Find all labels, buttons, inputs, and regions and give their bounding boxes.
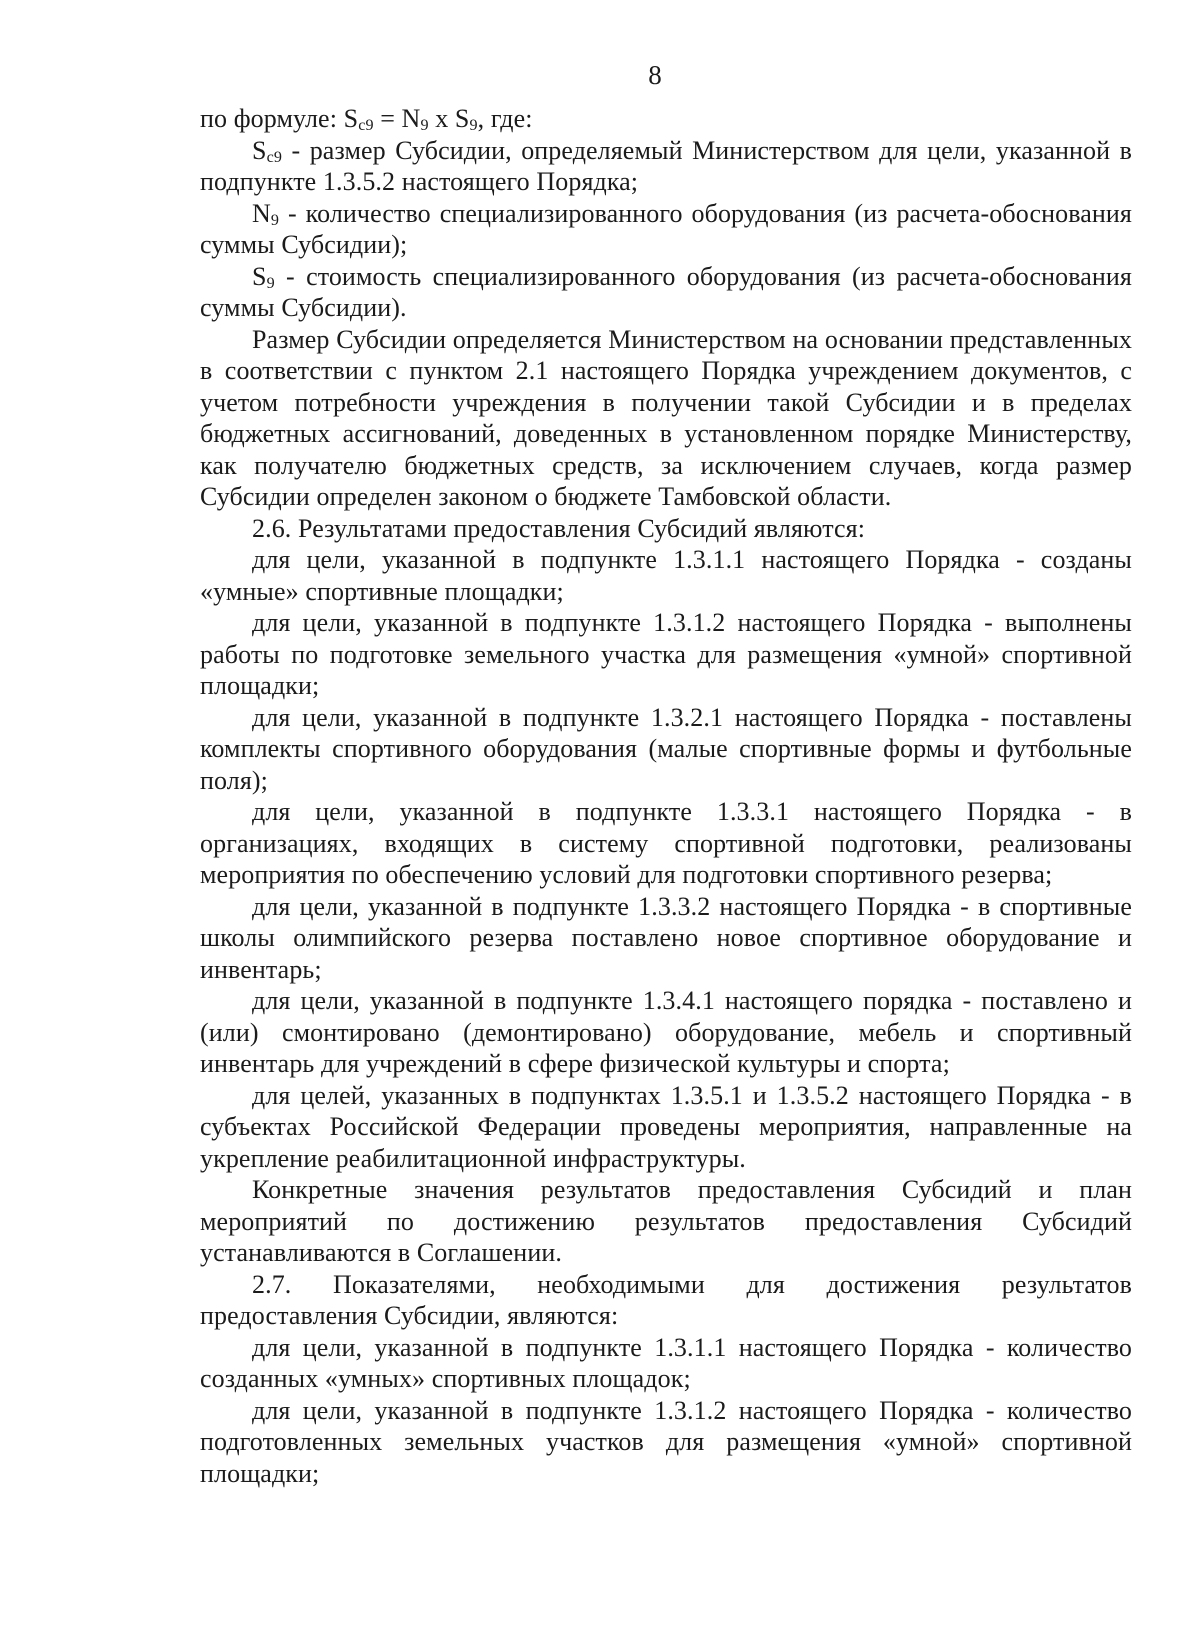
indicator-item: для цели, указанной в подпункте 1.3.1.2 настоящего Порядка - количество подготовленных земельных участков для размещения «умной» спортивной площадки; <box>200 1395 1132 1488</box>
formula-subscript: 9 <box>469 117 478 135</box>
formula-line <box>200 103 1132 135</box>
result-item: для цели, указанной в подпункте 1.3.1.2 настоящего Порядка - выполнены работы по подготовке земельного участка для размещения «умной» спортивной площадки; <box>200 608 1132 700</box>
definition-text: - стоимость специализированного оборудования (из расчета-обоснования суммы Субсидии). <box>200 261 1132 322</box>
section-2-7-heading: 2.7. Показателями, необходимыми для достижения результатов предоставления Субсидии, являются: <box>200 1269 1132 1330</box>
agreement-paragraph: Конкретные значения результатов предоставления Субсидий и план мероприятий по достижению результатов предоставления Субсидий устанавливаются в Соглашении. <box>200 1175 1132 1267</box>
section-2-6-heading: 2.6. Результатами предоставления Субсидий являются: <box>252 513 866 543</box>
formula-equals: = N <box>373 104 421 133</box>
definition-subscript: 9 <box>266 274 275 292</box>
result-item: для цели, указанной в подпункте 1.3.2.1 настоящего Порядка - поставлены комплекты спортивного оборудования (малые спортивные формы и футбольные поля); <box>200 702 1132 795</box>
definition-subscript: 9 <box>270 211 280 229</box>
definition-symbol: S <box>252 135 267 165</box>
definition-symbol: S <box>252 261 267 291</box>
formula-times: x S <box>428 104 470 133</box>
definition-paragraph <box>200 261 1132 324</box>
page-number: 8 <box>648 60 662 90</box>
formula-subscript: 9 <box>420 117 429 135</box>
result-item: для цели, указанной в подпункте 1.3.3.2 настоящего Порядка - в спортивные школы олимпийского резерва поставлено новое спортивное оборудование и инвентарь; <box>200 891 1132 984</box>
definition-paragraph <box>200 135 1132 198</box>
document-body <box>200 103 1132 1489</box>
formula-prefix: по формуле: S <box>200 104 359 133</box>
result-item: для цели, указанной в подпункте 1.3.4.1 настоящего порядка - поставлено и (или) смонтировано (демонтировано) оборудование, мебель и спортивный инвентарь для учреждений в сфере физической культуры и спорта; <box>200 986 1132 1078</box>
definition-paragraph <box>200 198 1132 261</box>
definition-text: - количество специализированного оборудования (из расчета-обоснования суммы Субсидии); <box>200 198 1132 259</box>
definition-subscript: с9 <box>266 148 282 166</box>
formula-subscript: с9 <box>358 117 374 135</box>
subsidy-size-paragraph: Размер Субсидии определяется Министерством на основании представленных в соответствии с пунктом 2.1 настоящего Порядка учреждением документов, с учетом потребности учреждения в получении такой Субсидии и в пределах бюджетных ассигнований, доведенных в установленном порядке Министерству, как получателю бюджетных средств, за исключением случаев, когда размер Субсидии определен законом о бюджете Тамбовской области. <box>200 324 1132 511</box>
definition-text: - размер Субсидии, определяемый Министерством для цели, указанной в подпункте 1.3.5.2 настоящего Порядка; <box>200 135 1132 196</box>
result-item: для цели, указанной в подпункте 1.3.3.1 настоящего Порядка - в организациях, входящих в систему спортивной подготовки, реализованы мероприятия по обеспечению условий для подготовки спортивного резерва; <box>200 797 1132 889</box>
result-item: для цели, указанной в подпункте 1.3.1.1 настоящего Порядка - созданы «умные» спортивные площадки; <box>200 545 1132 606</box>
formula-suffix: , где: <box>477 104 533 133</box>
definition-symbol: N <box>252 198 271 228</box>
result-item: для целей, указанных в подпунктах 1.3.5.1 и 1.3.5.2 настоящего Порядка - в субъектах Российской Федерации проведены мероприятия, направленные на укрепление реабилитационной инфраструктуры. <box>200 1080 1132 1173</box>
indicator-item: для цели, указанной в подпункте 1.3.1.1 настоящего Порядка - количество созданных «умных» спортивных площадок; <box>200 1332 1132 1393</box>
